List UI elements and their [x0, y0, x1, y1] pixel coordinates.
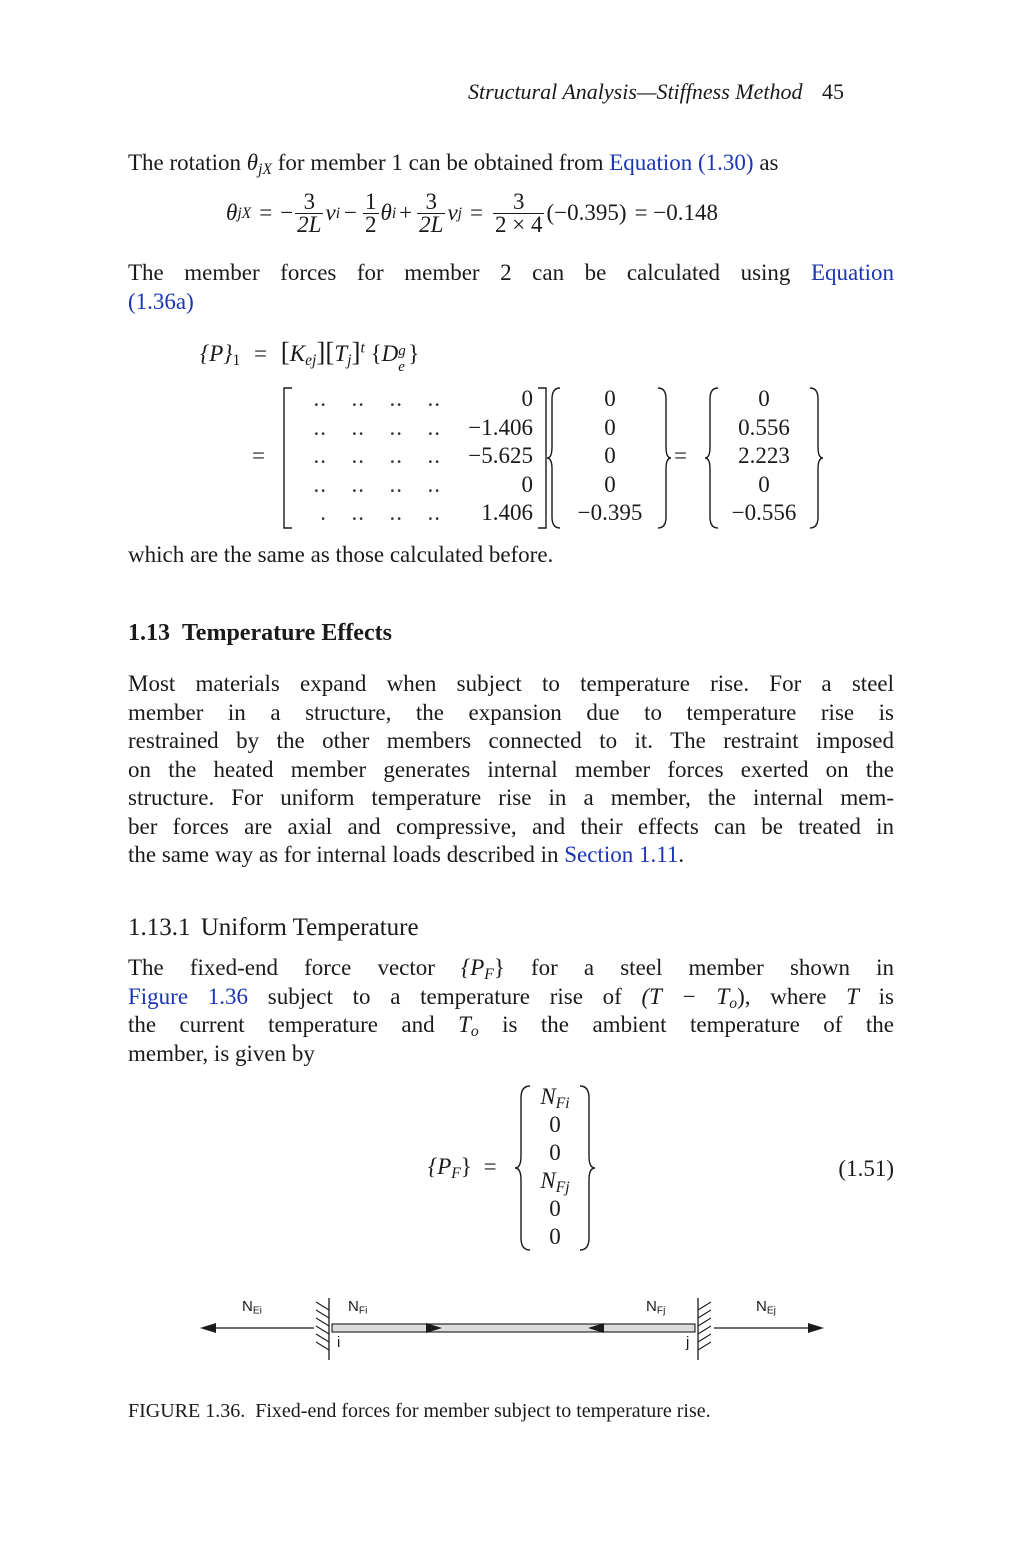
- bracket-left: [282, 387, 294, 529]
- text-line: on the heated member generates internal member forces exerted on the: [128, 756, 894, 782]
- figure-1-36-link[interactable]: Figure 1.36: [128, 983, 249, 1009]
- brace-left: [514, 1085, 532, 1251]
- matrix-cell: ..: [427, 471, 441, 497]
- text-line: restrained by the other members connected to it. The restraint imposed: [128, 728, 894, 753]
- brace-right: [656, 387, 672, 529]
- figure-1-36: [190, 1290, 840, 1370]
- brace-right: [808, 387, 824, 529]
- eq-lhs: {P}: [200, 341, 233, 366]
- eq-lhs: $\{P_F\}$ =: [428, 1154, 497, 1182]
- vector-cell: 0: [549, 1112, 561, 1137]
- section-number: 1.13: [128, 620, 170, 646]
- text: for member 1 can be obtained from: [272, 150, 610, 175]
- subsection-heading: [128, 914, 419, 942]
- text-line: ber forces are axial and compressive, and their effects can be treated in: [128, 813, 894, 839]
- vector-cell: 0.556: [738, 414, 790, 440]
- paragraph-temperature-effects: [128, 670, 894, 870]
- matrix-cell: ..: [351, 443, 365, 468]
- label-i: i: [337, 1334, 341, 1351]
- matrix-cell: ..: [427, 500, 441, 525]
- eq-superscript: t: [360, 339, 365, 357]
- matrix-cell: ..: [313, 386, 327, 411]
- page-number: 45: [821, 79, 844, 104]
- equals-sign: =: [259, 200, 273, 226]
- displacement-vector: [562, 385, 658, 528]
- equals-sign: =: [470, 200, 483, 226]
- vector-cell: −0.556: [731, 500, 797, 525]
- matrix-cell: .: [320, 500, 327, 525]
- paragraph-member-forces: [128, 259, 894, 316]
- eq-subscript: e: [398, 359, 405, 375]
- brace-right: [578, 1085, 596, 1251]
- vector-cell: 0: [758, 386, 770, 411]
- vector-cell: 0: [549, 1224, 561, 1249]
- theta-symbol: θ: [246, 150, 259, 175]
- eq-symbol: v: [447, 200, 458, 226]
- equals-sign: =: [674, 443, 687, 468]
- vector-cell: 0: [758, 471, 770, 497]
- label-j: j: [686, 1334, 690, 1351]
- matrix-cell: 0: [521, 386, 533, 411]
- running-title: Structural Analysis—Stiffness Method: [468, 79, 803, 104]
- vector-cell: $N_{Fj}$: [540, 1168, 570, 1196]
- matrix-cell: ..: [351, 471, 365, 497]
- minus-sign: −: [280, 200, 294, 226]
- fraction: $\frac{3}{2L}$: [419, 189, 444, 237]
- stiffness-matrix: [296, 385, 535, 528]
- eq-subscript: j: [347, 351, 352, 369]
- equation-member-force-vector: $\{P\}_1 = [K_{ej}][T_j]^t$ {D g e }: [200, 338, 419, 369]
- eq-subscript: 1: [232, 351, 241, 369]
- vector-cell: 0: [549, 1196, 561, 1221]
- matrix-cell: ..: [389, 500, 403, 525]
- fixed-end-forces-diagram: [190, 1290, 840, 1370]
- text: as: [753, 150, 779, 175]
- fraction: $\frac{3}{2L}$: [297, 189, 322, 237]
- subscript: jX: [258, 160, 272, 178]
- matrix-cell: ..: [389, 443, 403, 468]
- vector-cell: 0: [604, 443, 616, 468]
- matrix-cell: ..: [389, 471, 403, 497]
- text-line: structure. For uniform temperature rise in a member, the internal mem-: [128, 785, 894, 810]
- paragraph-uniform-temperature: [128, 954, 894, 1068]
- section-1-11-link[interactable]: Section 1.11: [564, 842, 679, 867]
- label-nfi: $N_{Fi}$: [348, 1298, 368, 1317]
- plus-sign: +: [399, 200, 413, 226]
- matrix-cell: ..: [427, 414, 441, 440]
- text-line: Figure 1.36 subject to a temperature rise of $(T - T_o)$, where T is: [128, 983, 895, 1012]
- subsection-title: Uniform Temperature: [200, 914, 419, 941]
- eq-value: (−0.395): [546, 200, 627, 226]
- vector-cell: 0: [604, 386, 616, 411]
- equation-1-36a-link[interactable]: Equation: [810, 260, 894, 285]
- vector-cell: 0: [604, 471, 616, 497]
- label-nfj: $N_{Fj}$: [646, 1298, 666, 1317]
- eq-result: = −0.148: [634, 200, 718, 226]
- label-nej: $N_{Ej}$: [756, 1298, 776, 1317]
- matrix-cell: ..: [313, 471, 327, 497]
- text: The member forces for member 2 can be calculated using: [128, 260, 811, 285]
- matrix-cell: ..: [351, 414, 365, 440]
- brace-left: [546, 387, 562, 529]
- equation-1-36a-link-cont[interactable]: (1.36a): [128, 288, 194, 314]
- fraction: $\frac{3}{2 \times 4}$: [495, 189, 543, 237]
- matrix-equation: [252, 385, 832, 531]
- force-vector: [720, 385, 808, 528]
- text-line: The fixed-end force vector $\{P_F\}$ for a steel member shown in: [128, 955, 895, 983]
- text-line: Most materials expand when subject to temperature rise. For a steel: [128, 671, 894, 696]
- fixed-end-force-vector: [532, 1083, 578, 1251]
- matrix-cell: ..: [313, 414, 327, 440]
- text-line: member, is given by: [128, 1040, 315, 1066]
- equation-number: (1.51): [838, 1156, 894, 1181]
- vector-cell: 0: [549, 1140, 561, 1165]
- matrix-cell: 0: [521, 471, 533, 497]
- eq-symbol: T: [334, 341, 348, 366]
- text-line: the current temperature and $T_o$ is the ambient temperature of the: [128, 1012, 894, 1040]
- fraction: $\frac{1}{2}$: [365, 189, 377, 237]
- vector-cell: 0: [604, 414, 616, 440]
- support-hatch: [316, 1302, 329, 1350]
- matrix-cell: −5.625: [468, 443, 533, 468]
- matrix-cell: ..: [351, 500, 365, 525]
- matrix-cell: ..: [427, 443, 441, 468]
- matrix-cell: ..: [427, 386, 441, 411]
- text-line: the same way as for internal loads described in Section 1.11.: [128, 842, 685, 867]
- vector-cell: 2.223: [738, 443, 790, 468]
- section-title: Temperature Effects: [182, 620, 392, 646]
- subsection-number: 1.13.1: [128, 914, 191, 941]
- text: The rotation: [128, 150, 247, 175]
- brace-left: [704, 387, 720, 529]
- label-nei: $N_{Ei}$: [242, 1298, 262, 1317]
- matrix-cell: ..: [313, 443, 327, 468]
- equals-sign: =: [252, 443, 265, 468]
- eq-symbol: D: [381, 341, 399, 366]
- matrix-cell: 1.406: [481, 500, 533, 525]
- matrix-cell: ..: [351, 386, 365, 411]
- eq-symbol: θ: [380, 200, 392, 226]
- section-heading: [128, 620, 392, 647]
- support-hatch: [698, 1302, 711, 1350]
- figure-caption: FIGURE 1.36. Fixed-end forces for member subject to temperature rise.: [128, 1400, 711, 1422]
- eq-symbol: θ: [226, 200, 238, 226]
- matrix-cell: ..: [389, 386, 403, 411]
- paragraph-same-as-before: which are the same as those calculated before.: [128, 542, 554, 567]
- eq-symbol: v: [325, 200, 336, 226]
- running-header: [468, 78, 844, 107]
- equation-theta-jx: θ jX = − $\frac{3}{2L}$ v i − $\frac{1}{2}$ θ i + $\frac{3}{2L}$ v j = $\frac{3}{2 \times 4}$ (−0.395) = −0.148: [226, 189, 718, 237]
- arrowhead: [200, 1323, 216, 1333]
- equals-sign: =: [254, 341, 267, 366]
- equation-1-30-link[interactable]: Equation (1.30): [609, 150, 754, 175]
- eq-superscript: g: [398, 343, 406, 359]
- eq-symbol: K: [289, 341, 306, 366]
- arrowhead: [808, 1323, 824, 1333]
- matrix-cell: −1.406: [468, 414, 533, 440]
- vector-cell: −0.395: [577, 500, 643, 525]
- vector-cell: $N_{Fi}$: [540, 1084, 570, 1112]
- paragraph-rotation: [128, 149, 894, 178]
- text-line: member in a structure, the expansion due to temperature rise is: [128, 699, 894, 725]
- member-bar: [332, 1324, 695, 1332]
- minus-sign: −: [344, 200, 358, 226]
- matrix-cell: ..: [389, 414, 403, 440]
- equation-1-51: [428, 1083, 894, 1253]
- eq-subscript: ej: [305, 351, 317, 369]
